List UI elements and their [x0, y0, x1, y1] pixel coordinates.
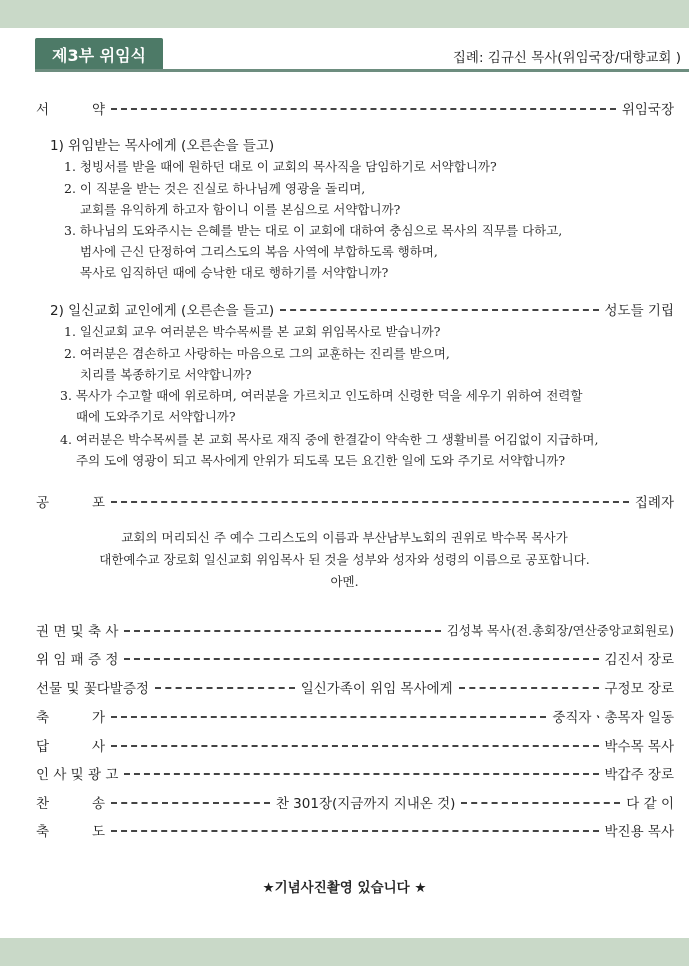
program-middle: 일신가족이 위임 목사에게 — [300, 681, 453, 697]
program-label: 축 가 — [36, 710, 105, 726]
pastor-question: 3. 하나님의 도와주시는 은혜를 받는 대로 이 교회에 대하여 충심으로 목사의 직무를 다하고, — [64, 223, 563, 238]
congregation-question: 1. 일신교회 교우 여러분은 박수목씨를 본 교회 위임목사로 받습니까? — [64, 324, 441, 339]
proclamation-leader: 집례자 — [634, 495, 674, 511]
pastor-oath-heading: 1) 위임받는 목사에게 (오른손을 들고) — [50, 138, 275, 154]
program-label: 권 면 및 축 사 — [36, 624, 119, 640]
oath-label: 서 약 — [36, 102, 105, 118]
dotted-leader — [124, 658, 598, 660]
top-band — [0, 0, 689, 28]
dotted-leader — [111, 716, 546, 718]
congregation-question: 3. 목사가 수고할 때에 위로하며, 여러분을 가르치고 인도하며 신령한 덕을 세우기 위하여 전력할 — [60, 388, 583, 403]
program-label: 답 사 — [36, 739, 105, 755]
dotted-leader — [111, 830, 599, 832]
program-value: 박진용 목사 — [604, 824, 674, 840]
pastor-question: 1. 청빙서를 받을 때에 원하던 대로 이 교회의 목사직을 담임하기로 서약합니까? — [64, 159, 497, 174]
part-title: 제3부 위임식 — [35, 38, 163, 70]
photo-notice: ★기념사진촬영 있습니다 ★ — [262, 880, 427, 896]
oath-leader: 위임국장 — [621, 102, 674, 118]
proclamation-label: 공 포 — [36, 495, 105, 511]
dotted-leader — [459, 687, 599, 689]
program-value: 박갑주 장로 — [604, 767, 674, 783]
program-label: 선물 및 꽃다발증정 — [36, 681, 149, 697]
program-item-benediction — [36, 820, 674, 840]
proclamation-text: 대한예수교 장로회 일신교회 위임목사 된 것을 성부와 성자와 성령의 이름으로 공포합니다. — [99, 552, 590, 567]
header-divider — [35, 69, 689, 72]
proclamation-row — [36, 491, 674, 511]
program-middle: 찬 301장(지금까지 지내온 것) — [275, 796, 456, 812]
program-label: 찬 송 — [36, 796, 105, 812]
bottom-band — [0, 938, 689, 966]
program-item-plaque — [36, 648, 674, 668]
dotted-leader — [155, 687, 295, 689]
dotted-leader — [111, 745, 599, 747]
congregation-question: 2. 여러분은 겸손하고 사랑하는 마음으로 그의 교훈하는 진리를 받으며, — [64, 346, 450, 361]
proclamation-text: 교회의 머리되신 주 예수 그리스도의 이름과 부산남부노회의 권위로 박수목 목사가 — [121, 530, 568, 545]
program-item-gifts — [36, 677, 674, 697]
congregation-question: 4. 여러분은 박수목씨를 본 교회 목사로 재직 중에 한결같이 약속한 그 생활비를 어김없이 지급하며, — [60, 432, 599, 447]
dotted-leader — [111, 501, 629, 503]
program-value: 김성복 목사(전.총회장/연산중앙교회원로) — [446, 623, 674, 638]
congregation-question-cont: 주의 도에 영광이 되고 목사에게 안위가 되도록 모든 요긴한 일에 도와 주기로 서약합니까? — [76, 453, 566, 468]
program-item-anthem — [36, 706, 674, 726]
dotted-leader — [461, 802, 620, 804]
congregation-oath-heading: 2) 일신교회 교인에게 (오른손을 들고) — [50, 303, 275, 319]
proclamation-amen: 아멘. — [330, 574, 359, 589]
program-label: 위 임 패 증 정 — [36, 652, 119, 668]
congregation-oath-row — [50, 299, 674, 319]
congregation-response: 성도들 기립 — [604, 303, 674, 319]
dotted-leader — [111, 802, 270, 804]
dotted-leader — [124, 630, 440, 632]
dotted-leader — [280, 309, 598, 311]
pastor-question: 2. 이 직분을 받는 것은 진실로 하나님께 영광을 돌리며, — [64, 181, 366, 196]
program-value: 다 같 이 — [626, 796, 674, 812]
program-item-announcements — [36, 763, 674, 783]
program-item-response — [36, 735, 674, 755]
program-value: 구정모 장로 — [604, 681, 674, 697]
officiant: 집례: 김규신 목사(위임국장/대향교회 ) — [452, 50, 681, 66]
dotted-leader — [111, 108, 616, 110]
pastor-question-cont: 범사에 근신 단정하여 그리스도의 복음 사역에 부합하도록 행하며, — [80, 244, 438, 259]
program-value: 중직자ㆍ총목자 일동 — [552, 710, 674, 726]
program-value: 박수목 목사 — [604, 739, 674, 755]
program-value: 김진서 장로 — [604, 652, 674, 668]
pastor-question-cont: 목사로 임직하던 때에 승낙한 대로 행하기를 서약합니까? — [80, 265, 389, 280]
oath-row — [36, 98, 674, 118]
program-label: 축 도 — [36, 824, 105, 840]
program-label: 인 사 및 광 고 — [36, 767, 119, 783]
dotted-leader — [124, 773, 598, 775]
congregation-question-cont: 때에 도와주기로 서약합니까? — [76, 409, 236, 424]
pastor-question-cont: 교회를 유익하게 하고자 함이니 이를 본심으로 서약합니까? — [80, 202, 401, 217]
congregation-question-cont: 치리를 복종하기로 서약합니까? — [80, 367, 252, 382]
program-item-exhortation — [36, 620, 674, 640]
program-item-hymn — [36, 792, 674, 812]
